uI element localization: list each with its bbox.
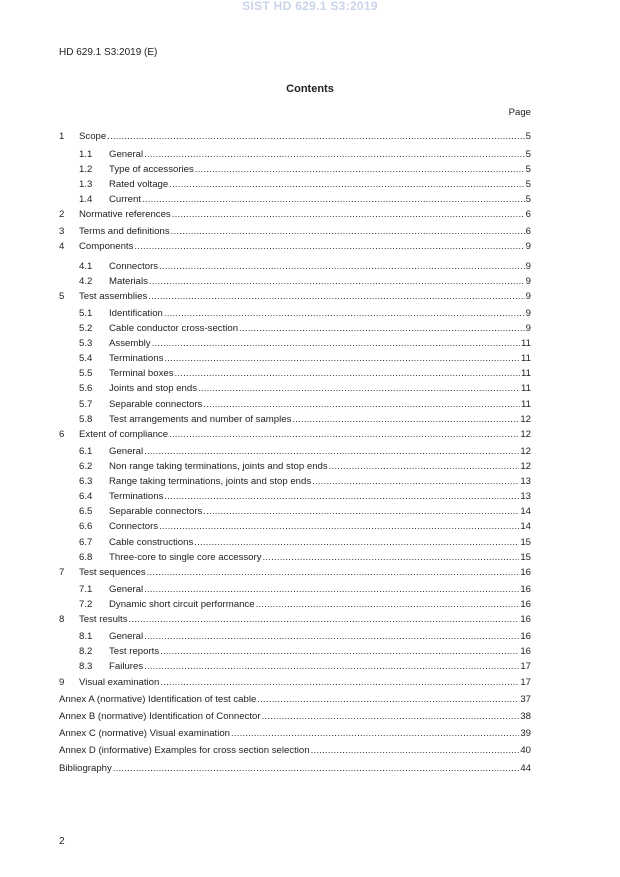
dot-leader: [144, 661, 519, 673]
toc-entry-page: 6: [525, 226, 531, 237]
toc-entry[interactable]: [59, 661, 531, 673]
toc-entry[interactable]: [59, 194, 531, 206]
toc-entry[interactable]: [59, 599, 531, 611]
dot-leader: [144, 149, 525, 161]
toc-entry-page: 9: [525, 261, 531, 272]
toc-entry-page: 5: [525, 164, 531, 175]
toc-entry-page: 44: [520, 763, 531, 774]
toc-entry-title: Separable connectors: [109, 399, 203, 410]
toc-entry-title: Dynamic short circuit performance: [109, 599, 255, 610]
toc-entry-number: 7.2: [79, 599, 93, 610]
toc-entry-page: 11: [521, 368, 531, 379]
toc-entry-number: 8.3: [79, 661, 93, 672]
dot-leader: [142, 194, 525, 206]
toc-entry[interactable]: [59, 646, 531, 658]
toc-entry[interactable]: [59, 414, 531, 426]
toc-entry-title: General: [109, 631, 144, 642]
toc-entry[interactable]: [59, 368, 531, 380]
toc-entry-page: 11: [521, 338, 531, 349]
dot-leader: [195, 164, 525, 176]
dot-leader: [198, 383, 520, 395]
toc-entry-number: 1.4: [79, 194, 93, 205]
toc-entry[interactable]: [59, 429, 531, 441]
toc-entry-number: 1.2: [79, 164, 93, 175]
toc-entry-title: Terminations: [109, 353, 164, 364]
dot-leader: [171, 226, 525, 238]
toc-entry[interactable]: [59, 491, 531, 503]
dot-leader: [144, 631, 519, 643]
toc-entry[interactable]: [59, 338, 531, 350]
toc-entry-title: Identification: [109, 308, 163, 319]
toc-entry[interactable]: [59, 308, 531, 320]
toc-entry-page: 9: [525, 241, 531, 252]
toc-entry[interactable]: [59, 631, 531, 643]
toc-entry-page: 16: [520, 631, 531, 642]
dot-leader: [257, 694, 519, 706]
dot-leader: [262, 711, 520, 723]
toc-entry[interactable]: [59, 537, 531, 549]
toc-entry-title: Joints and stop ends: [109, 383, 198, 394]
toc-entry-page: 15: [520, 537, 531, 548]
toc-entry-title: Extent of compliance: [79, 429, 169, 440]
toc-entry-number: 5.4: [79, 353, 93, 364]
dot-leader: [164, 353, 520, 365]
toc-entry-title: Current: [109, 194, 141, 205]
toc-entry[interactable]: [59, 353, 531, 365]
toc-entry-page: 5: [525, 179, 531, 190]
toc-entry[interactable]: [59, 446, 531, 458]
dot-leader: [172, 209, 525, 221]
toc-entry-title: Annex C (normative) Visual examination: [59, 728, 230, 739]
dot-leader: [113, 763, 520, 775]
toc-entry-number: 8.2: [79, 646, 93, 657]
toc-entry-title: Annex D (informative) Examples for cross section selection: [59, 745, 310, 756]
toc-entry-title: Failures: [109, 661, 144, 672]
dot-leader: [144, 584, 519, 596]
dot-leader: [169, 429, 519, 441]
toc-entry[interactable]: [59, 291, 531, 303]
toc-entry-number: 9: [59, 677, 65, 688]
toc-entry-page: 16: [520, 599, 531, 610]
toc-entry-title: Terms and definitions: [79, 226, 170, 237]
toc-entry-number: 6.5: [79, 506, 93, 517]
toc-entry-number: 5.3: [79, 338, 93, 349]
toc-entry-title: Scope: [79, 131, 107, 142]
toc-entry-title: Separable connectors: [109, 506, 203, 517]
toc-entry[interactable]: [59, 711, 531, 723]
toc-entry-title: Annex A (normative) Identification of test cable: [59, 694, 257, 705]
toc-entry-number: 8.1: [79, 631, 93, 642]
toc-entry[interactable]: [59, 745, 531, 757]
toc-entry-page: 14: [520, 521, 531, 532]
toc-entry-title: Range taking terminations, joints and stop ends: [109, 476, 312, 487]
toc-entry[interactable]: [59, 131, 531, 143]
dot-leader: [231, 728, 519, 740]
toc-entry-page: 13: [520, 476, 531, 487]
toc-entry-title: General: [109, 446, 144, 457]
toc-entry-number: 6.6: [79, 521, 93, 532]
toc-entry-title: Components: [79, 241, 134, 252]
toc-entry-title: Test reports: [109, 646, 160, 657]
toc-entry-number: 6.7: [79, 537, 93, 548]
toc-entry-title: Test sequences: [79, 567, 146, 578]
dot-leader: [160, 646, 519, 658]
toc-entry-page: 40: [520, 745, 531, 756]
toc-entry-page: 16: [520, 646, 531, 657]
toc-entry[interactable]: [59, 261, 531, 273]
toc-entry-title: Cable conductor cross-section: [109, 323, 239, 334]
dot-leader: [160, 677, 519, 689]
toc-entry-number: 2: [59, 209, 65, 220]
dot-leader: [239, 323, 525, 335]
toc-entry[interactable]: [59, 323, 531, 335]
toc-entry-page: 6: [525, 209, 531, 220]
toc-entry-title: Cable constructions: [109, 537, 194, 548]
dot-leader: [292, 414, 519, 426]
toc-entry-page: 5: [525, 194, 531, 205]
toc-entry-page: 13: [520, 491, 531, 502]
toc-entry-page: 9: [525, 308, 531, 319]
page-number: 2: [59, 836, 65, 847]
watermark: SIST HD 629.1 S3:2019: [242, 0, 378, 13]
toc-entry-number: 4.2: [79, 276, 93, 287]
dot-leader: [203, 399, 520, 411]
toc-entry-number: 6: [59, 429, 65, 440]
dot-leader: [129, 614, 520, 626]
toc-entry[interactable]: [59, 461, 531, 473]
toc-entry-title: Connectors: [109, 521, 159, 532]
toc-entry-page: 38: [520, 711, 531, 722]
toc-entry-page: 15: [520, 552, 531, 563]
toc-entry-number: 5.2: [79, 323, 93, 334]
toc-entry-page: 37: [520, 694, 531, 705]
toc-entry-title: Three-core to single core accessory: [109, 552, 262, 563]
toc-entry-number: 5.5: [79, 368, 93, 379]
toc-entry-title: Test arrangements and number of samples: [109, 414, 292, 425]
toc-entry[interactable]: [59, 149, 531, 161]
toc-entry[interactable]: [59, 614, 531, 626]
toc-entry-title: Assembly: [109, 338, 151, 349]
toc-entry[interactable]: [59, 567, 531, 579]
toc-entry-number: 5.6: [79, 383, 93, 394]
dot-leader: [144, 446, 519, 458]
toc-entry-title: Annex B (normative) Identification of Connector: [59, 711, 261, 722]
toc-entry-number: 6.2: [79, 461, 93, 472]
dot-leader: [152, 338, 520, 350]
toc-entry-number: 6.3: [79, 476, 93, 487]
dot-leader: [159, 521, 519, 533]
toc-entry-number: 1.3: [79, 179, 93, 190]
toc-entry[interactable]: [59, 226, 531, 238]
toc-entry-title: Materials: [109, 276, 148, 287]
dot-leader: [263, 552, 520, 564]
toc-entry[interactable]: [59, 506, 531, 518]
toc-entry-number: 8: [59, 614, 65, 625]
dot-leader: [329, 461, 520, 473]
toc-entry[interactable]: [59, 179, 531, 191]
toc-entry-title: General: [109, 149, 144, 160]
toc-entry-page: 5: [525, 131, 531, 142]
toc-entry-title: General: [109, 584, 144, 595]
dot-leader: [148, 291, 524, 303]
toc-entry[interactable]: [59, 677, 531, 689]
toc-entry-title: Terminal boxes: [109, 368, 174, 379]
toc-entry[interactable]: [59, 241, 531, 253]
toc-entry-title: Test assemblies: [79, 291, 148, 302]
dot-leader: [149, 276, 525, 288]
toc-entry-number: 6.8: [79, 552, 93, 563]
toc-entry-page: 16: [520, 567, 531, 578]
toc-entry-number: 4: [59, 241, 65, 252]
toc-entry-page: 9: [525, 276, 531, 287]
toc-entry-page: 11: [521, 353, 531, 364]
toc-entry-number: 5.7: [79, 399, 93, 410]
toc-entry-title: Type of accessories: [109, 164, 194, 175]
toc-entry[interactable]: [59, 164, 531, 176]
toc-entry[interactable]: [59, 383, 531, 395]
toc-entry-number: 3: [59, 226, 65, 237]
toc-entry-page: 11: [521, 399, 531, 410]
toc-entry-page: 16: [520, 614, 531, 625]
toc-entry-page: 39: [520, 728, 531, 739]
toc-entry-page: 16: [520, 584, 531, 595]
toc-entry-page: 9: [525, 291, 531, 302]
dot-leader: [159, 261, 525, 273]
toc-entry-page: 17: [520, 677, 531, 688]
toc-entry-title: Connectors: [109, 261, 159, 272]
dot-leader: [134, 241, 524, 253]
dot-leader: [311, 745, 520, 757]
toc-entry[interactable]: [59, 728, 531, 740]
toc-entry-title: Non range taking terminations, joints and stop ends: [109, 461, 328, 472]
toc-entry-number: 5: [59, 291, 65, 302]
toc-entry[interactable]: [59, 476, 531, 488]
toc-entry-title: Normative references: [79, 209, 171, 220]
dot-leader: [194, 537, 519, 549]
toc-entry-page: 12: [520, 429, 531, 440]
toc-entry[interactable]: [59, 763, 531, 775]
toc-entry-page: 12: [520, 461, 531, 472]
toc-entry-page: 5: [525, 149, 531, 160]
dot-leader: [107, 131, 524, 143]
toc-entry-page: 12: [520, 446, 531, 457]
toc-entry-page: 17: [520, 661, 531, 672]
dot-leader: [256, 599, 520, 611]
toc-entry-number: 7: [59, 567, 65, 578]
toc-entry-title: Test results: [79, 614, 128, 625]
toc-entry-number: 5.1: [79, 308, 93, 319]
dot-leader: [203, 506, 519, 518]
toc-entry-number: 6.1: [79, 446, 93, 457]
toc-entry-number: 6.4: [79, 491, 93, 502]
toc-entry-title: Visual examination: [79, 677, 160, 688]
page-column-label: Page: [508, 107, 531, 118]
toc-entry-page: 9: [525, 323, 531, 334]
toc-entry-number: 5.8: [79, 414, 93, 425]
document-id: HD 629.1 S3:2019 (E): [59, 47, 158, 58]
dot-leader: [164, 491, 519, 503]
toc-entry[interactable]: [59, 521, 531, 533]
toc-entry-number: 1.1: [79, 149, 93, 160]
toc-entry-page: 14: [520, 506, 531, 517]
dot-leader: [175, 368, 521, 380]
toc-entry-number: 1: [59, 131, 65, 142]
toc-entry-page: 12: [520, 414, 531, 425]
toc-entry-number: 4.1: [79, 261, 93, 272]
toc-entry[interactable]: [59, 399, 531, 411]
toc-entry-page: 11: [521, 383, 531, 394]
toc-entry[interactable]: [59, 694, 531, 706]
dot-leader: [312, 476, 519, 488]
dot-leader: [169, 179, 524, 191]
toc-entry-title: Terminations: [109, 491, 164, 502]
dot-leader: [164, 308, 525, 320]
toc-entry[interactable]: [59, 552, 531, 564]
toc-entry-title: Bibliography: [59, 763, 112, 774]
toc-entry-title: Rated voltage: [109, 179, 169, 190]
page-title: Contents: [286, 83, 334, 95]
toc-entry[interactable]: [59, 276, 531, 288]
toc-entry[interactable]: [59, 584, 531, 596]
dot-leader: [147, 567, 520, 579]
toc-entry-number: 7.1: [79, 584, 93, 595]
toc-entry[interactable]: [59, 209, 531, 221]
